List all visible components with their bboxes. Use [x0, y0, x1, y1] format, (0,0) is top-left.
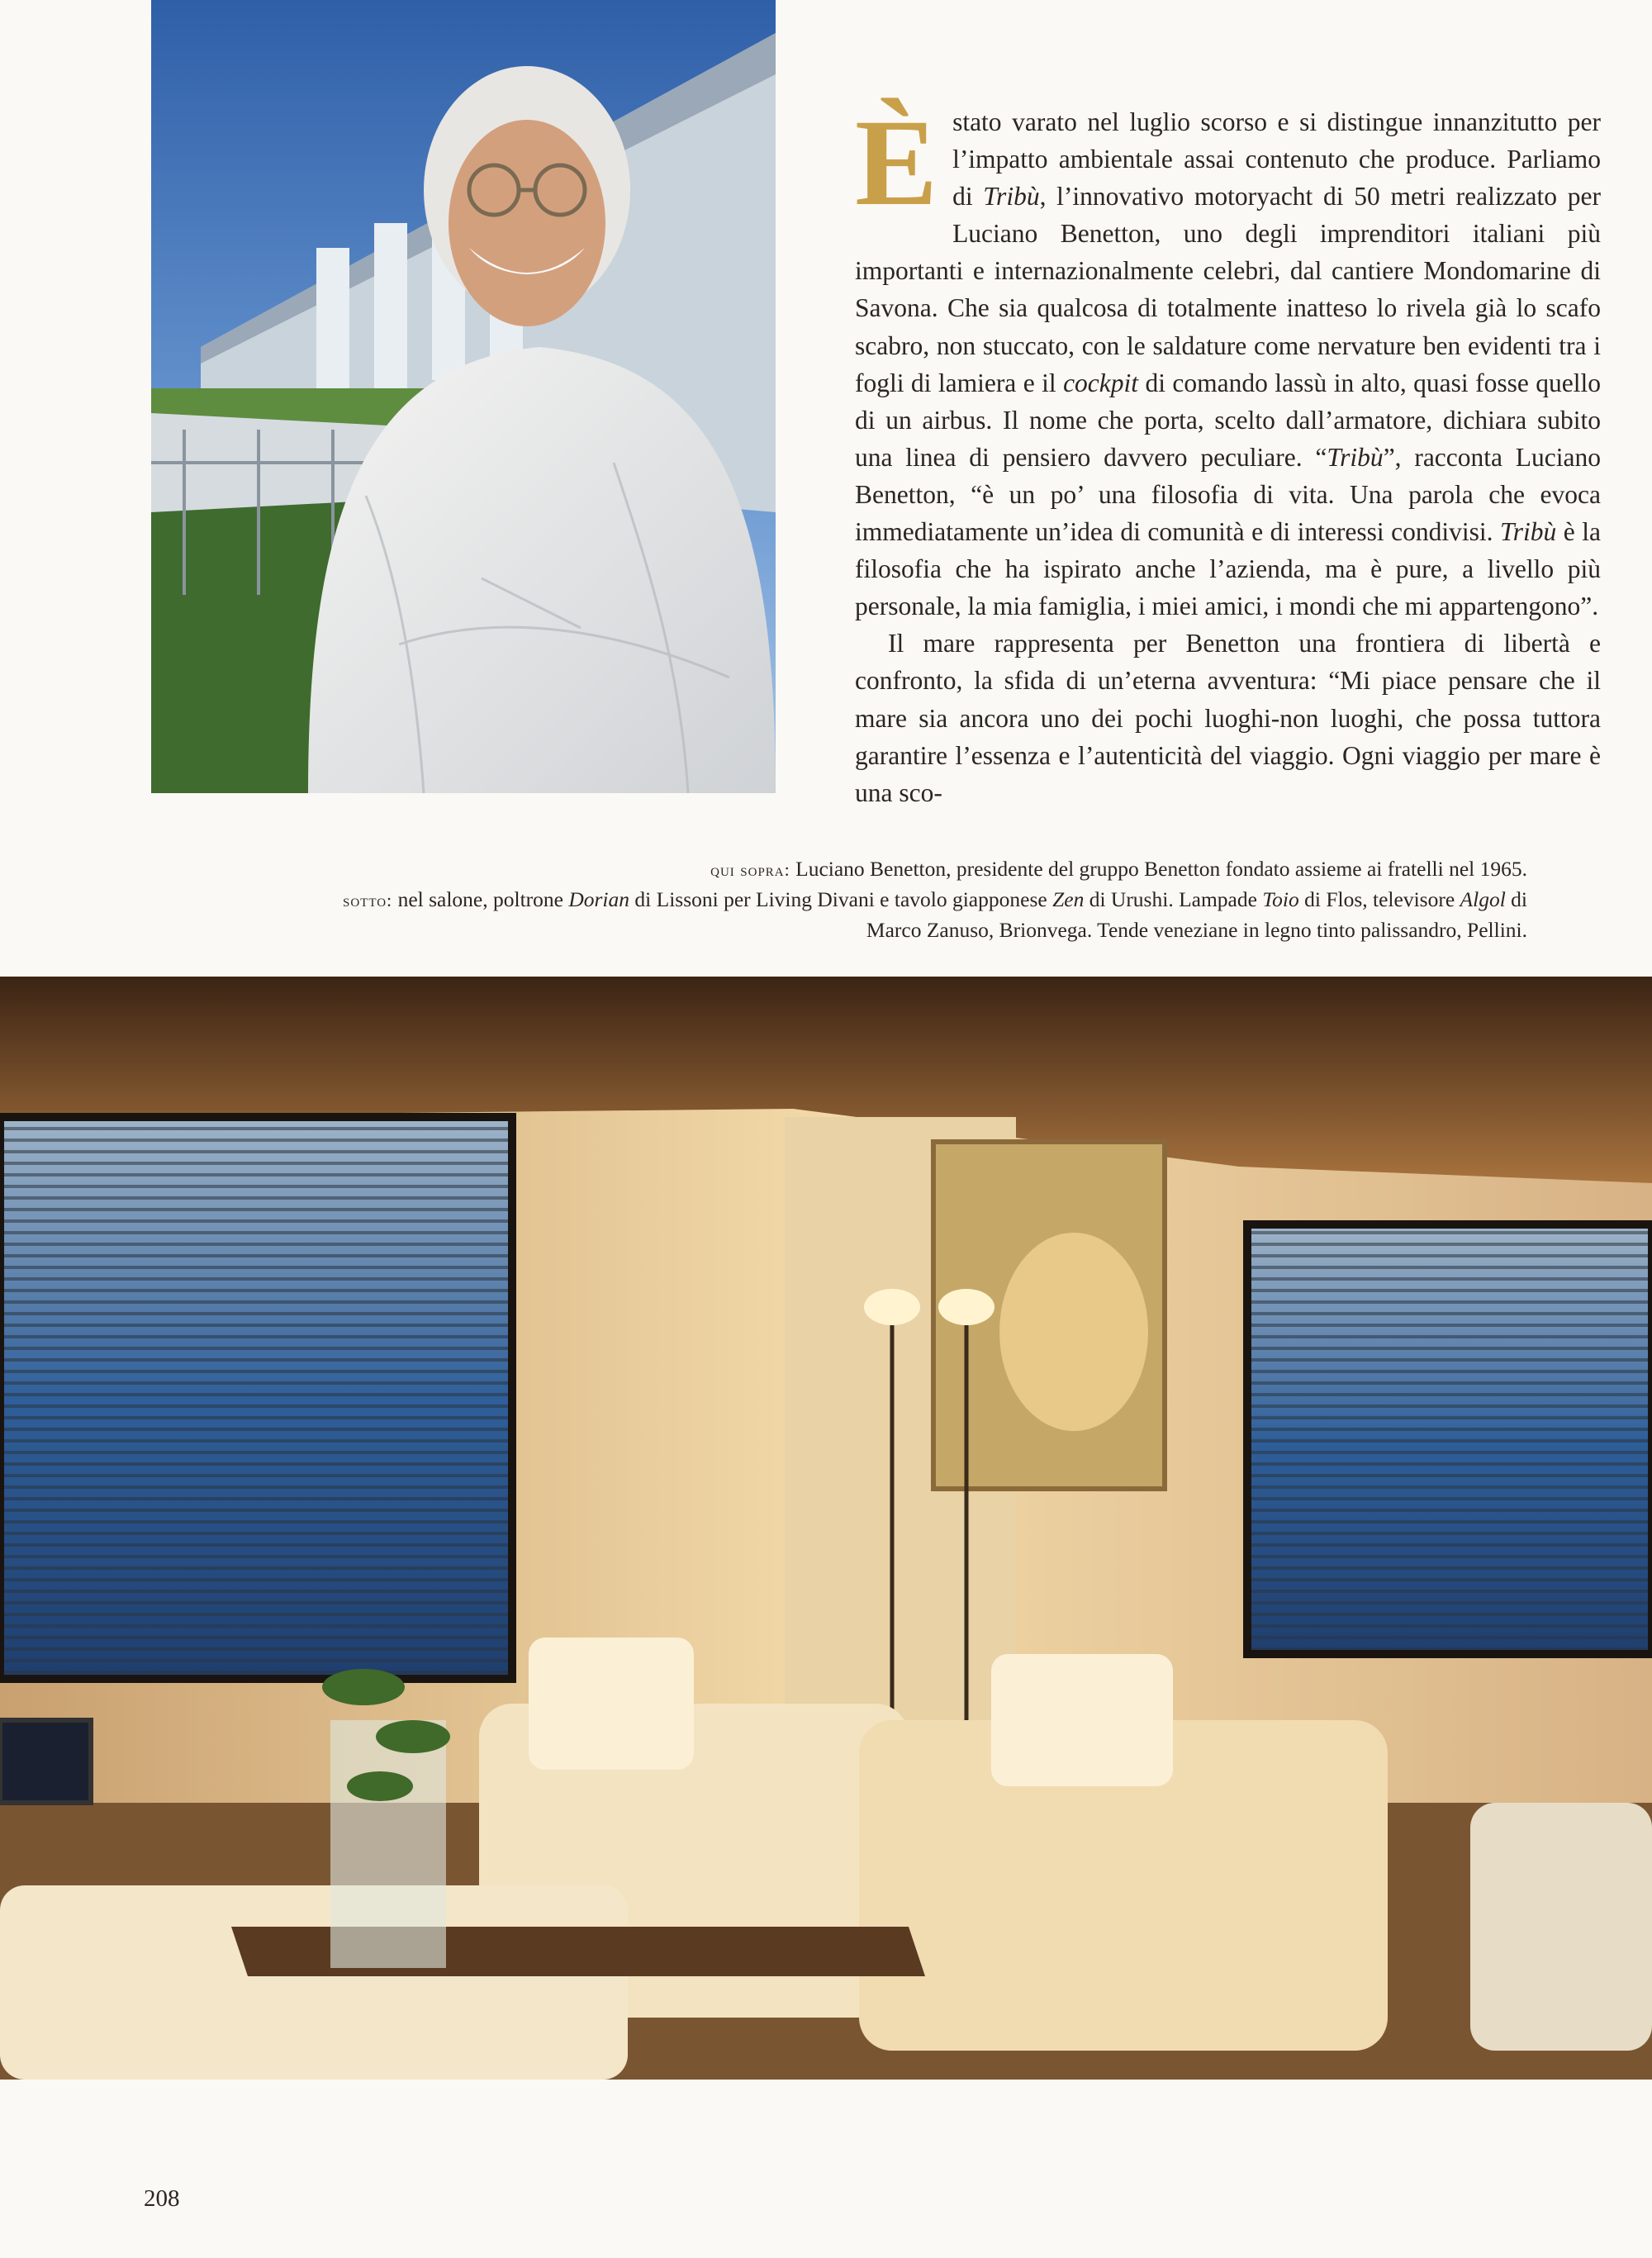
drop-cap: È	[855, 94, 938, 231]
photo-captions	[330, 854, 1527, 945]
yacht-name: Tribù	[983, 182, 1040, 212]
portrait-photo	[151, 0, 776, 793]
caption-above: qui sopra: Luciano Benetton, presidente del gruppo Benetton fondato assieme ai fratelli nel 1965.	[710, 857, 1527, 881]
article-paragraph: Il mare rappresenta per Benetton una frontiera di libertà e confronto, la sfida di un’eterna avventura: “Mi piace pensare che il mare sia ancora uno dei pochi luoghi-non luoghi, che possa tuttora garantire l’essenza e l’autenticità del viaggio. Ogni viaggio per mare è una sco-	[855, 629, 1601, 807]
caption-below: sotto: nel salone, poltrone Dorian di Lissoni per Living Divani e tavolo giapponese Zen di Urushi. Lampade Toio di Flos, televisore Algol di Marco Zanuso, Brionvega. Tende veneziane in legno tinto palissandro, Pellini.	[343, 887, 1527, 942]
interior-photo	[0, 977, 1652, 2080]
article-body	[855, 94, 1602, 811]
article-paragraph: Èstato varato nel luglio scorso e si distingue innanzitutto per l’impatto ambientale assai contenuto che produce. Parliamo di Tribù, l’innovativo motoryacht di 50 metri realizzato per Luciano Benetton, uno degli imprenditori italiani più importanti e internazionalmente celebri, dal cantiere Mondomarine di Savona. Che sia qualcosa di totalmente inatteso lo rivela già lo scafo scabro, non stuccato, con le saldature come nervature ben evidenti tra i fogli di lamiera e il cockpit di comando lassù in alto, quasi fosse quello di un airbus. Il nome che porta, scelto dall’armatore, dichiara subito una linea di pensiero davvero peculiare. “Tribù”, racconta Luciano Benetton, “è un po’ una filosofia di vita. Una parola che evoca immediatamente un’idea di comunità e di interessi condivisi. Tribù è la filosofia che ha ispirato anche l’azienda, ma è pure, a livello più personale, la mia famiglia, i miei amici, i mondi che mi appartengono”.	[855, 94, 1602, 621]
page-number: 208	[144, 2185, 180, 2212]
